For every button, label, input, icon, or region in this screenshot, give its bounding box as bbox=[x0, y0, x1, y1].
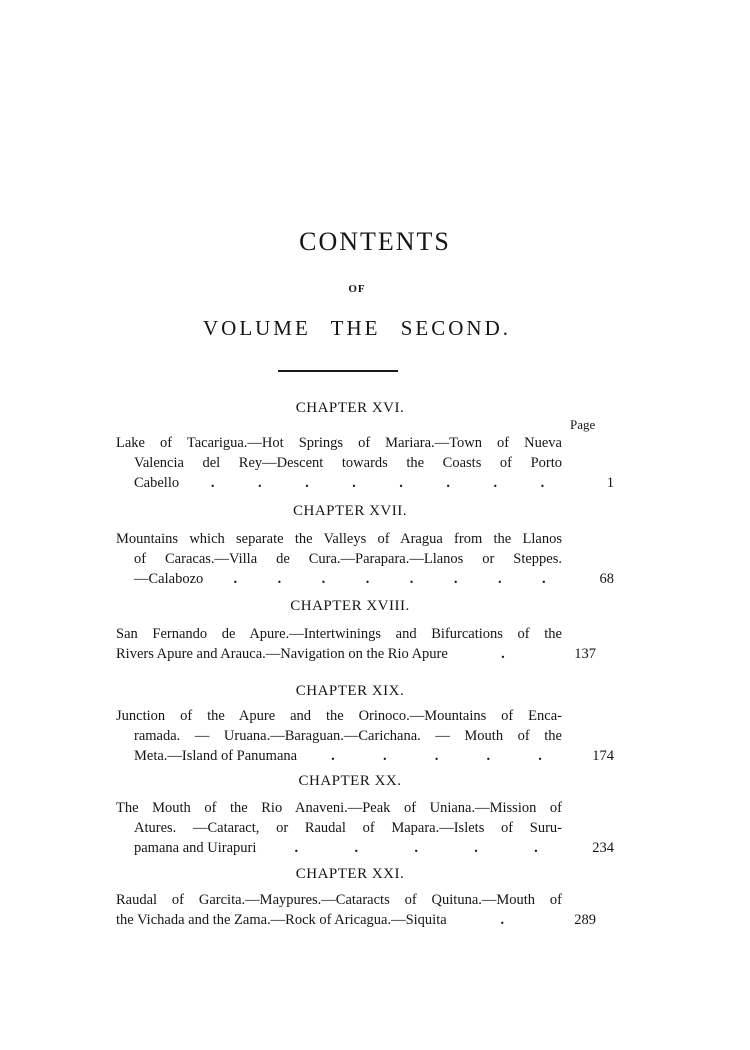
chapter-20-line-3 bbox=[116, 838, 614, 858]
chapter-21-page: 289 bbox=[574, 912, 596, 928]
chapter-18-page: 137 bbox=[574, 646, 596, 662]
chapter-20-entry bbox=[116, 798, 614, 858]
leader-dots: . . . . . bbox=[294, 840, 538, 856]
chapter-20-line-2: Atures. —Cataract, or Raudal of Mapara.—Islets of Suru- bbox=[134, 820, 562, 836]
chapter-16-line-3-text: Cabello bbox=[134, 475, 180, 491]
chapter-18-heading: CHAPTER XVIII. bbox=[290, 598, 410, 614]
chapter-17-heading: CHAPTER XVII. bbox=[293, 503, 407, 519]
chapter-16-page: 1 bbox=[606, 475, 614, 491]
chapter-20-page: 234 bbox=[592, 840, 614, 856]
page-column-label: Page bbox=[570, 417, 596, 432]
chapter-16-entry bbox=[116, 433, 614, 493]
chapter-20-heading: CHAPTER XX. bbox=[298, 773, 402, 789]
leader-dots: . . . . . bbox=[331, 748, 542, 764]
chapter-19-entry bbox=[116, 706, 614, 766]
chapter-21-heading: CHAPTER XXI. bbox=[295, 866, 405, 882]
chapter-16-line-2: Valencia del Rey—Descent towards the Coasts of Porto bbox=[134, 455, 562, 471]
leader-dots: . . . . . . . . bbox=[210, 475, 545, 491]
chapter-20-line-1: The Mouth of the Rio Anaveni.—Peak of Uniana.—Mission of bbox=[116, 800, 562, 816]
title-of: OF bbox=[348, 283, 366, 295]
chapter-18-line-2 bbox=[116, 644, 596, 664]
chapter-21-entry bbox=[116, 890, 596, 930]
chapter-20-line-3-text: pamana and Uirapuri bbox=[134, 840, 257, 856]
chapter-19-page: 174 bbox=[592, 748, 614, 764]
chapter-19-heading: CHAPTER XIX. bbox=[295, 683, 405, 699]
chapter-16-heading: CHAPTER XVI. bbox=[295, 400, 405, 416]
leader-dots: . bbox=[501, 646, 505, 662]
leader-dots: . bbox=[500, 912, 505, 928]
chapter-17-entry bbox=[116, 529, 614, 589]
page-title: CONTENTS bbox=[299, 227, 451, 256]
chapter-17-line-3-text: —Calabozo bbox=[134, 571, 204, 587]
chapter-18-line-1: San Fernando de Apure.—Intertwinings and Bifurcations of the bbox=[116, 626, 562, 642]
chapter-16-line-3 bbox=[116, 473, 614, 493]
leader-dots: . . . . . . . . bbox=[233, 571, 546, 587]
chapter-19-line-1: Junction of the Apure and the Orinoco.—Mountains of Enca- bbox=[116, 708, 562, 724]
chapter-18-entry bbox=[116, 624, 596, 664]
chapter-21-line-2 bbox=[116, 910, 596, 930]
chapter-17-line-3 bbox=[116, 569, 614, 589]
chapter-16-line-1: Lake of Tacarigua.—Hot Springs of Mariara.—Town of Nueva bbox=[116, 435, 562, 451]
chapter-19-line-2: ramada. — Uruana.—Baraguan.—Carichana. — Mouth of the bbox=[134, 728, 562, 744]
chapter-19-line-3 bbox=[116, 746, 614, 766]
chapter-18-line-2-text: Rivers Apure and Arauca.—Navigation on the Rio Apure bbox=[116, 646, 448, 662]
chapter-17-page: 68 bbox=[599, 571, 614, 587]
chapter-17-line-1: Mountains which separate the Valleys of Aragua from the Llanos bbox=[116, 531, 562, 547]
volume-subtitle: VOLUME THE SECOND. bbox=[202, 316, 512, 340]
chapter-17-line-2: of Caracas.—Villa de Cura.—Parapara.—Llanos or Steppes. bbox=[134, 551, 562, 567]
chapter-21-line-2-text: the Vichada and the Zama.—Rock of Aricagua.—Siquita bbox=[116, 912, 447, 928]
chapter-21-line-1: Raudal of Garcita.—Maypures.—Cataracts of Quituna.—Mouth of bbox=[116, 892, 562, 908]
chapter-19-line-3-text: Meta.—Island of Panumana bbox=[134, 748, 298, 764]
title-rule bbox=[278, 370, 398, 372]
